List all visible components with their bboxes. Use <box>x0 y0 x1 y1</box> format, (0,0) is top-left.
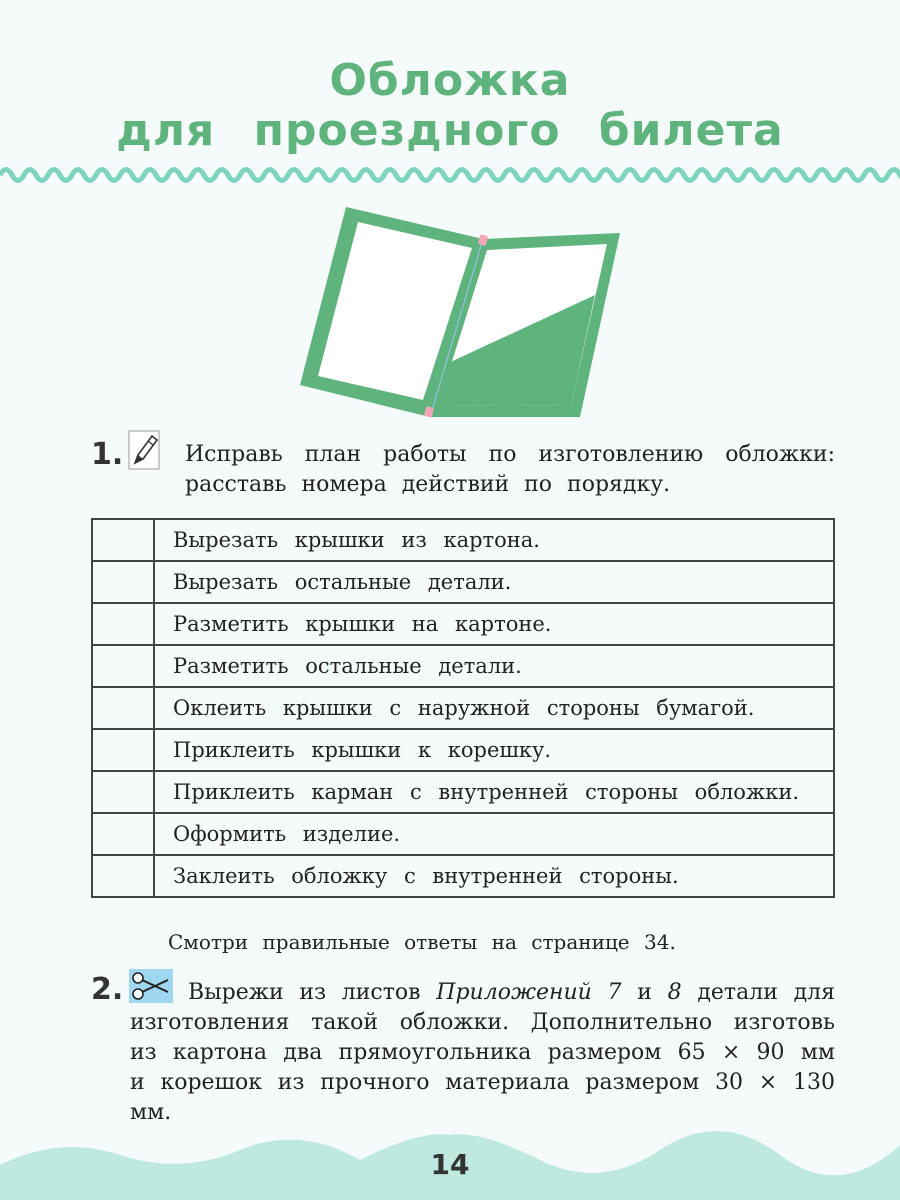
task2-text-part1: Вырежи из листов <box>188 980 437 1005</box>
step-number-cell[interactable] <box>92 729 154 771</box>
step-text: Приклеить крышки к корешку. <box>154 729 834 771</box>
task2-text-part2: и <box>621 980 668 1005</box>
step-number-cell[interactable] <box>92 603 154 645</box>
answers-note: Смотри правильные ответы на странице 34. <box>168 930 676 954</box>
step-number-cell[interactable] <box>92 687 154 729</box>
page-title-line2: для проездного билета <box>116 105 784 156</box>
step-text: Оклеить крышки с наружной стороны бумагой. <box>154 687 834 729</box>
wave-divider <box>0 160 900 190</box>
step-number-cell[interactable] <box>92 813 154 855</box>
plan-row <box>92 645 834 687</box>
step-text: Разметить остальные детали. <box>154 645 834 687</box>
step-number-cell[interactable] <box>92 645 154 687</box>
task2-text-italic: Приложений 7 <box>436 980 622 1005</box>
ticket-cover-illustration <box>290 195 630 425</box>
step-text: Вырезать остальные детали. <box>154 561 834 603</box>
step-number-cell[interactable] <box>92 519 154 561</box>
plan-table <box>91 518 835 898</box>
plan-row <box>92 855 834 897</box>
plan-row <box>92 771 834 813</box>
plan-row <box>92 729 834 771</box>
step-number-cell[interactable] <box>92 771 154 813</box>
plan-row <box>92 561 834 603</box>
page-number: 14 <box>430 1148 470 1181</box>
step-text: Оформить изделие. <box>154 813 834 855</box>
plan-row <box>92 687 834 729</box>
step-number-cell[interactable] <box>92 855 154 897</box>
task2-text-part3: детали для изготовления такой обложки. Дополнительно изготовь из картона два прямоугольника размером 65 × 90 мм и корешок из прочного материала размером 30 × 130 мм. <box>130 980 835 1125</box>
step-number-cell[interactable] <box>92 561 154 603</box>
step-text: Приклеить карман с внутренней стороны обложки. <box>154 771 834 813</box>
step-text: Разметить крышки на картоне. <box>154 603 834 645</box>
task1-number: 1. <box>91 437 124 472</box>
step-text: Заклеить обложку с внутренней стороны. <box>154 855 834 897</box>
plan-row <box>92 519 834 561</box>
task1-instruction-text: Исправь план работы по изготовлению обложки: расставь номера действий по порядку. <box>185 442 835 497</box>
step-text: Вырезать крышки из картона. <box>154 519 834 561</box>
task2-text-italic2: 8 <box>667 980 682 1005</box>
task1-instruction <box>185 440 835 500</box>
plan-row <box>92 813 834 855</box>
pencil-icon <box>128 430 160 470</box>
plan-row <box>92 603 834 645</box>
page-title-line1: Обложка <box>329 55 571 106</box>
task2-number: 2. <box>91 972 124 1007</box>
task2-instruction <box>130 978 835 1128</box>
